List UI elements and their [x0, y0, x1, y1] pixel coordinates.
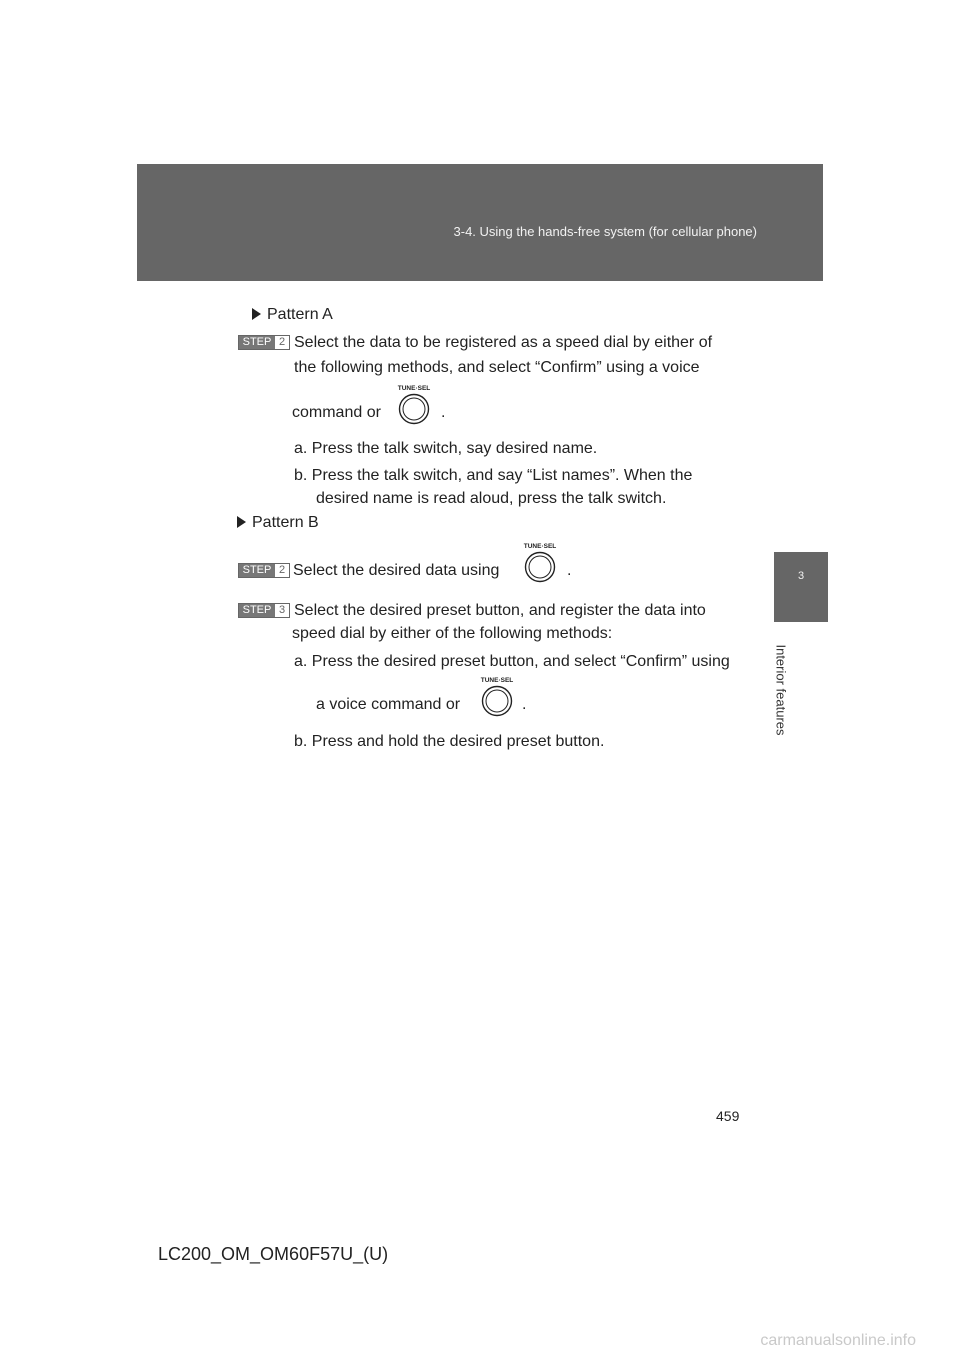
svg-text:TUNE·SEL: TUNE·SEL: [480, 677, 514, 684]
step-badge: [238, 335, 290, 350]
triangle-bullet-icon: [252, 308, 261, 320]
option-b: b. Press the talk switch, and say “List names”. When the: [294, 467, 693, 484]
step-text-line: the following methods, and select “Confirm” using a voice: [294, 359, 700, 376]
svg-text:TUNE·SEL: TUNE·SEL: [397, 385, 431, 392]
watermark: carmanualsonline.info: [760, 1332, 916, 1349]
step-number: 2: [278, 564, 286, 576]
pattern-a-heading: Pattern A: [252, 305, 333, 325]
step-text-period: .: [441, 404, 446, 421]
option-b: b. Press and hold the desired preset button.: [294, 733, 605, 750]
svg-text:TUNE·SEL: TUNE·SEL: [523, 543, 557, 550]
step-word: STEP: [239, 564, 275, 577]
step-word: STEP: [239, 604, 275, 617]
section-title: 3-4. Using the hands-free system (for cellular phone): [453, 224, 757, 239]
step-number: 2: [278, 336, 286, 348]
tune-sel-knob-icon: [475, 675, 519, 717]
section-header: [137, 164, 823, 281]
document-code: LC200_OM_OM60F57U_(U): [158, 1244, 389, 1264]
step-text-line: command or: [292, 404, 381, 421]
chapter-label-wrapper: [771, 640, 791, 740]
option-a: a. Press the talk switch, say desired name.: [294, 440, 598, 457]
option-a-continued: a voice command or: [316, 696, 461, 713]
chapter-number: 3: [797, 570, 805, 582]
step-number: 3: [278, 604, 286, 616]
step-text-line: speed dial by either of the following methods:: [292, 625, 613, 642]
step-word: STEP: [239, 336, 275, 349]
step-text-line: Select the desired data using: [293, 562, 500, 579]
page-number: 459: [716, 1108, 740, 1124]
step-text-line: Select the desired preset button, and register the data into: [294, 602, 706, 619]
chapter-tab: [774, 552, 828, 622]
option-a: a. Press the desired preset button, and select “Confirm” using: [294, 653, 730, 670]
tune-sel-knob-icon: [392, 383, 436, 425]
pattern-b-heading: Pattern B: [237, 513, 319, 533]
chapter-label: Interior features: [773, 644, 789, 736]
step-badge: [238, 603, 290, 618]
step-badge: [238, 563, 290, 578]
tune-sel-knob-icon: [518, 541, 562, 583]
step-text-line: Select the data to be registered as a speed dial by either of: [294, 334, 713, 351]
option-a-period: .: [522, 696, 527, 713]
triangle-bullet-icon: [237, 516, 246, 528]
step-text-period: .: [567, 562, 572, 579]
option-b-continued: desired name is read aloud, press the talk switch.: [316, 490, 667, 507]
